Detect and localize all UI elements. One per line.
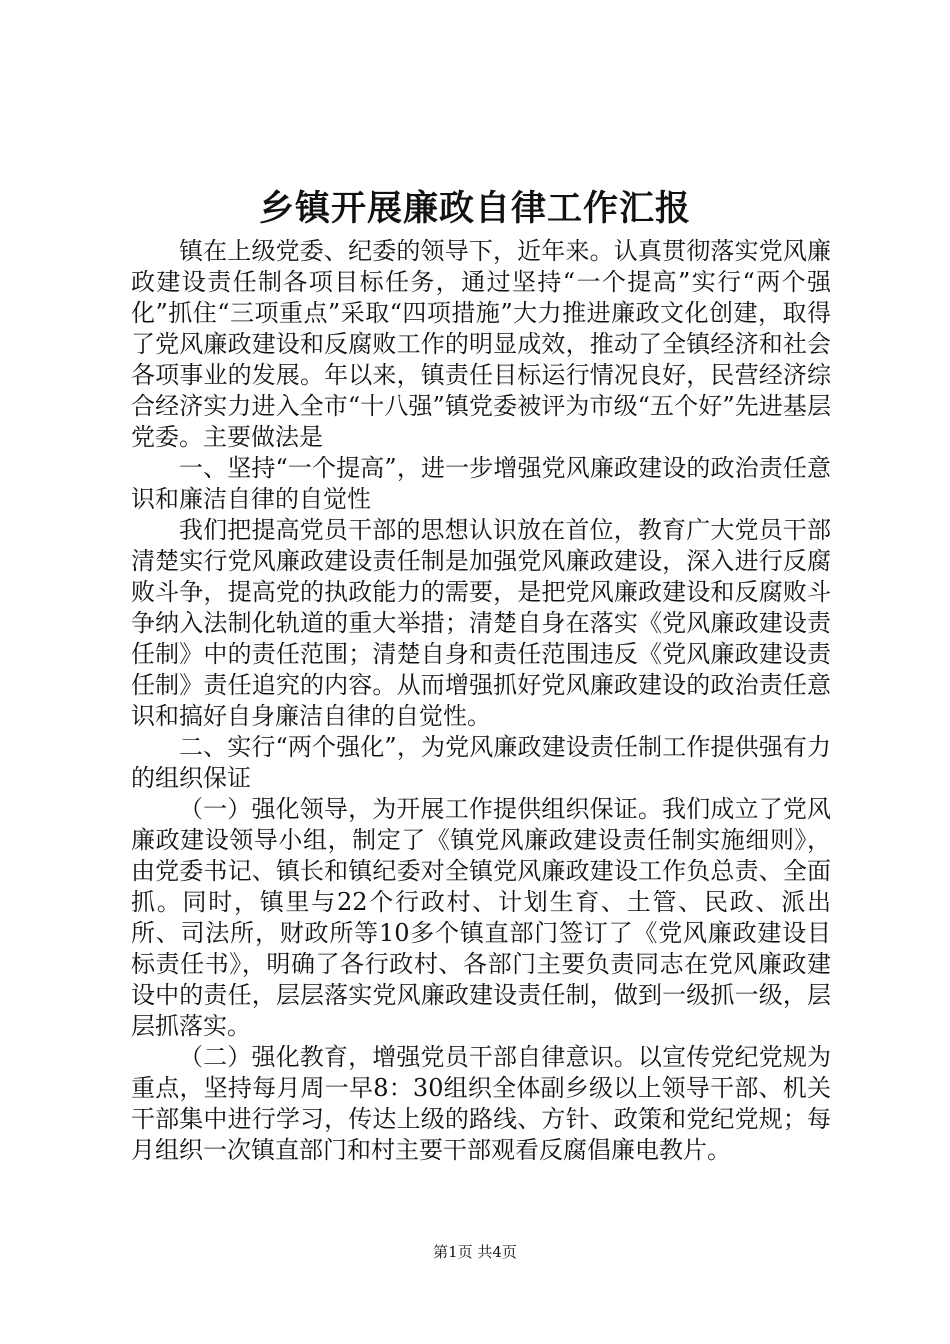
paragraph-subsection-2: （二）强化教育，增强党员干部自律意识。以宣传党纪党规为重点，坚持每月周一早8：30组织全体副乡级以上领导干部、机关干部集中进行学习，传达上级的路线、方针、政策和党纪党规；每月组织一次镇直部门和村主要干部观看反腐倡廉电教片。 <box>131 1043 831 1164</box>
paragraph-intro: 镇在上级党委、纪委的领导下，近年来。认真贯彻落实党风廉政建设责任制各项目标任务，通过坚持“一个提高”实行“两个强化”抓住“三项重点”采取“四项措施”大力推进廉政文化创建，取得了党风廉政建设和反腐败工作的明显成效，推动了全镇经济和社会各项事业的发展。年以来，镇责任目标运行情况良好，民营经济综合经济实力进入全市“十八强”镇党委被评为市级“五个好”先进基层党委。主要做法是 <box>131 237 831 451</box>
paragraph-subsection-1: （一）强化领导，为开展工作提供组织保证。我们成立了党风廉政建设领导小组，制定了《镇党风廉政建设责任制实施细则》，由党委书记、镇长和镇纪委对全镇党风廉政建设工作负总责、全面抓。同时，镇里与22个行政村、计划生育、土管、民政、派出所、司法所，财政所等10多个镇直部门签订了《党风廉政建设目标责任书》，明确了各行政村、各部门主要负责同志在党风廉政建设中的责任，层层落实党风廉政建设责任制，做到一级抓一级，层层抓落实。 <box>131 795 831 1040</box>
page-number-footer: 第1页 共4页 <box>433 1243 517 1261</box>
document-body <box>131 236 831 1166</box>
paragraph-section-1: 我们把提高党员干部的思想认识放在首位，教育广大党员干部清楚实行党风廉政建设责任制是加强党风廉政建设，深入进行反腐败斗争，提高党的执政能力的需要，是把党风廉政建设和反腐败斗争纳入法制化轨道的重大举措；清楚自身在落实《党风廉政建设责任制》中的责任范围；清楚自身和责任范围违反《党风廉政建设责任制》责任追究的内容。从而增强抓好党风廉政建设的政治责任意识和搞好自身廉洁自律的自觉性。 <box>131 516 831 730</box>
section-heading-2: 二、实行“两个强化”，为党风廉政建设责任制工作提供强有力的组织保证 <box>131 733 831 792</box>
section-heading-1: 一、坚持“一个提高”，进一步增强党风廉政建设的政治责任意识和廉洁自律的自觉性 <box>131 454 831 513</box>
document-title: 乡镇开展廉政自律工作汇报 <box>258 188 691 229</box>
